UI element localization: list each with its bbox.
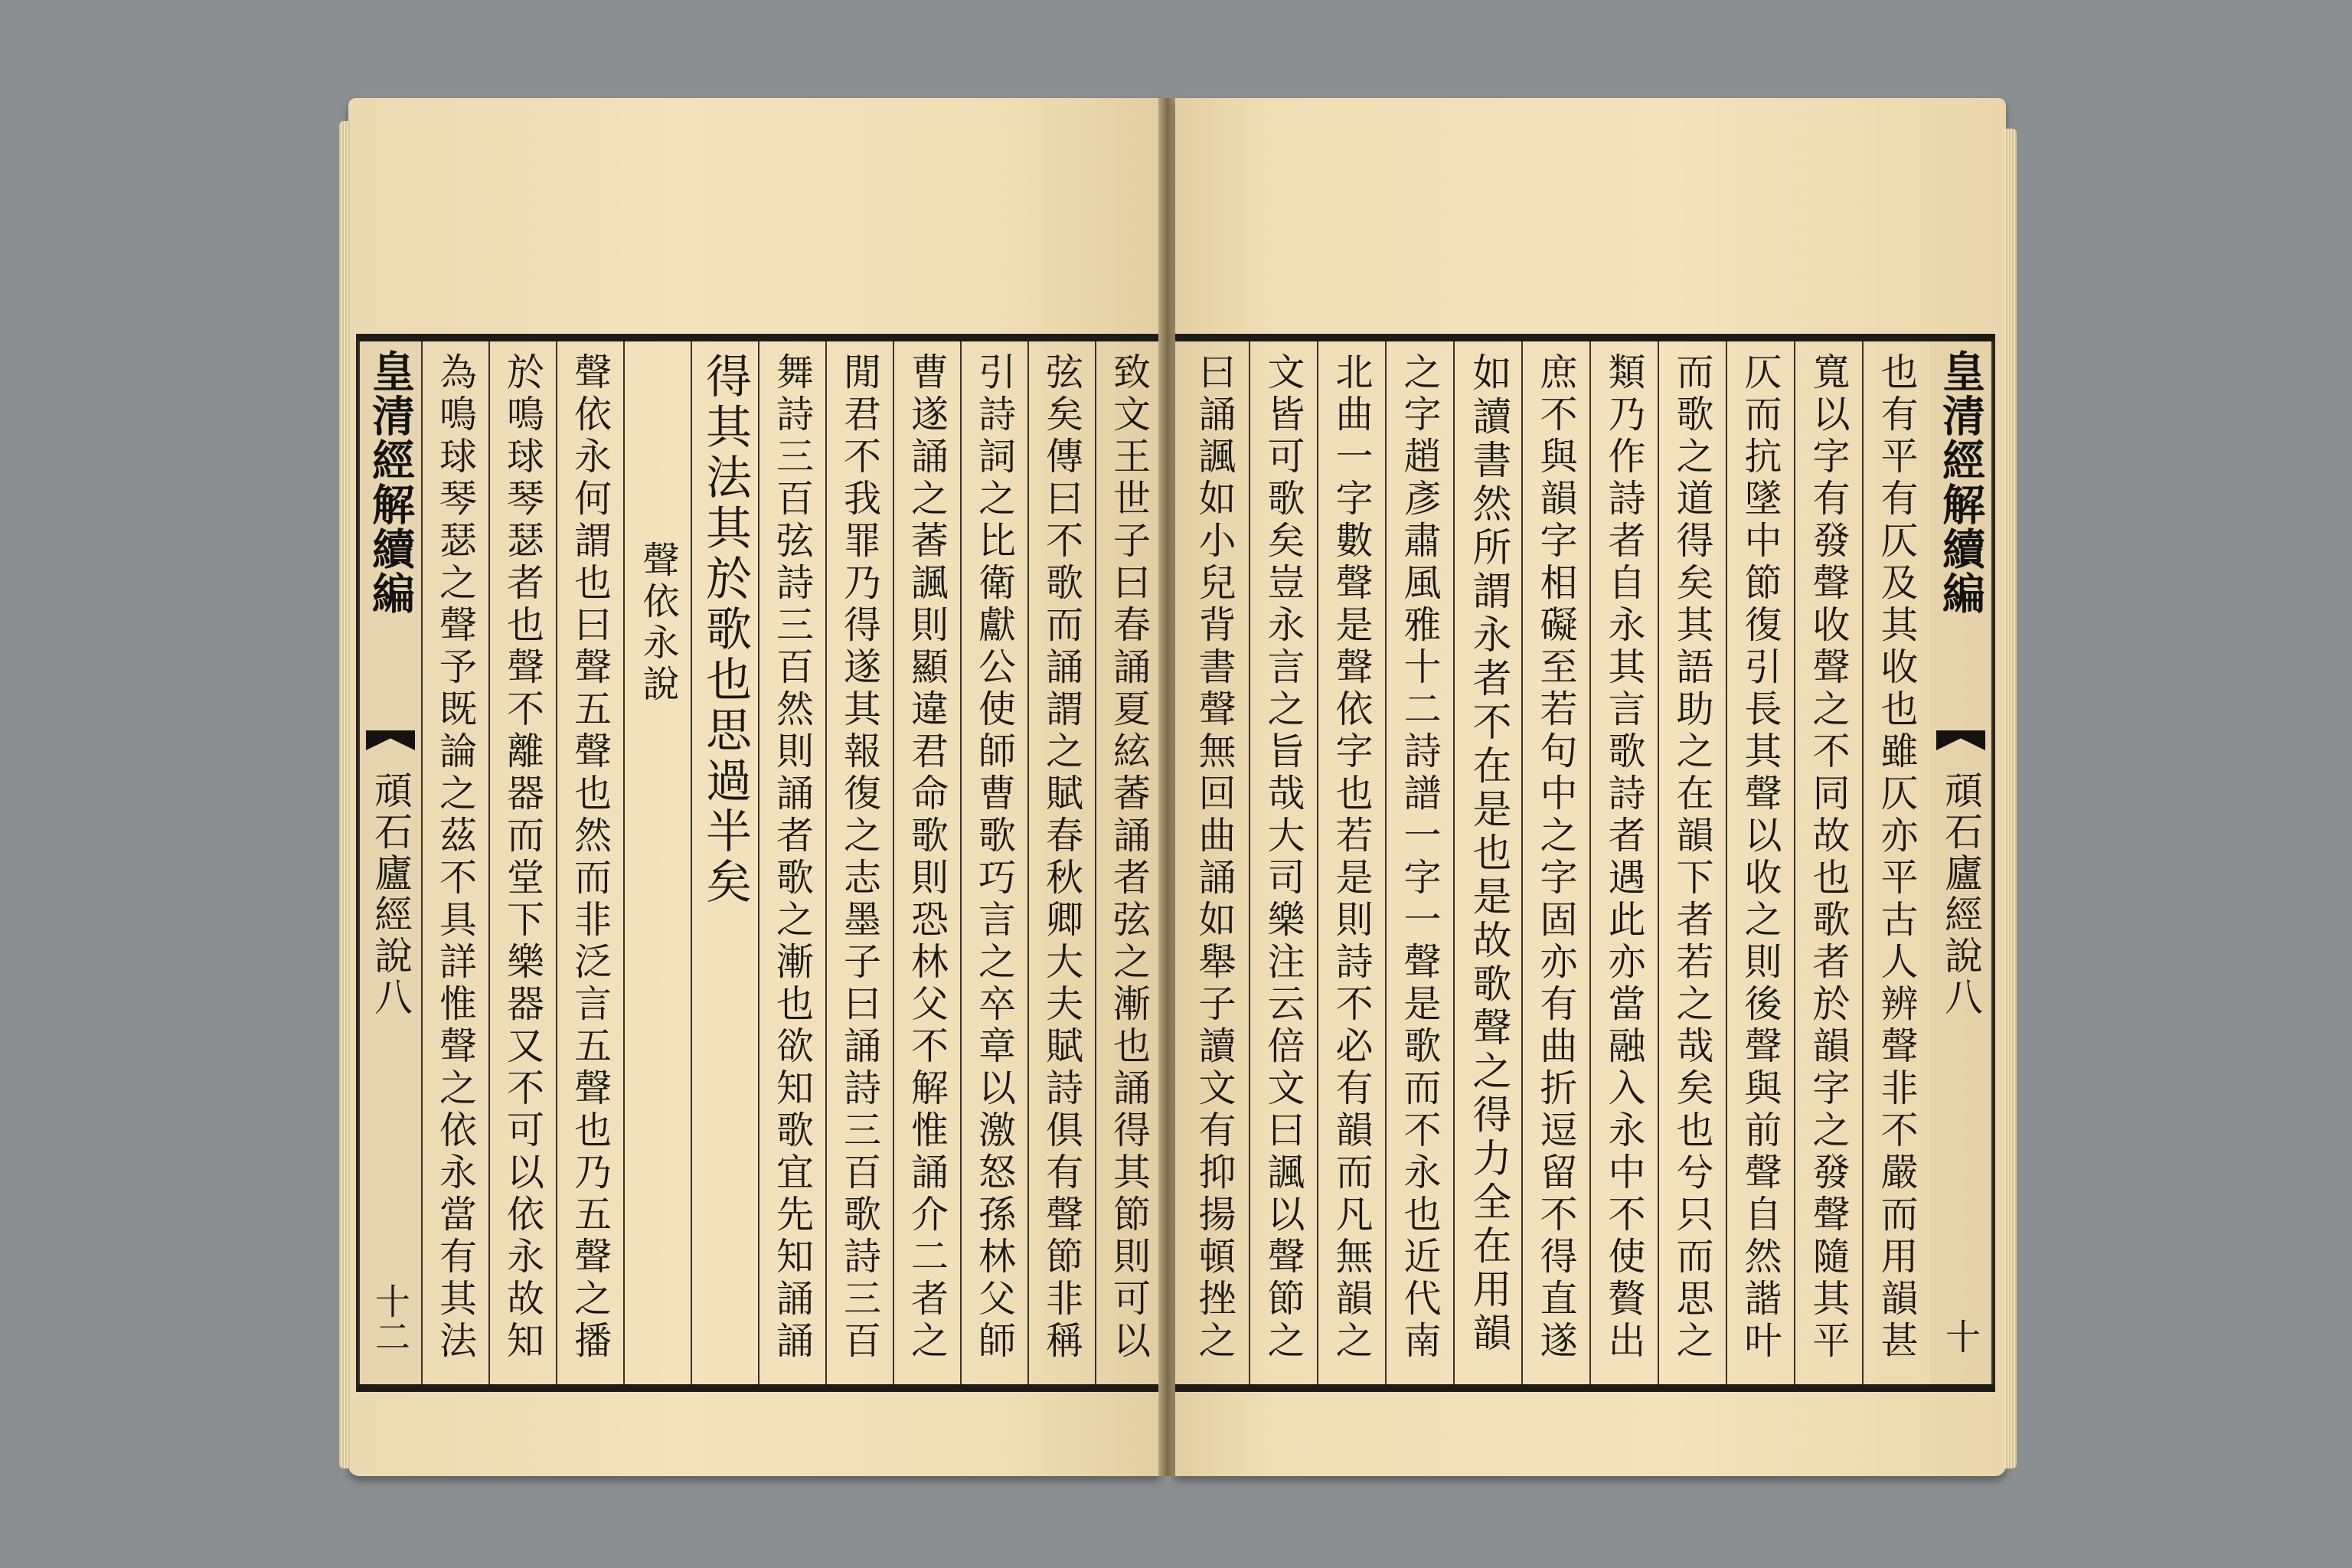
column-text: 弦矣傳曰不歌而誦謂之賦春秋卿大夫賦詩俱有聲節非稱 bbox=[1040, 352, 1084, 1363]
text-column bbox=[623, 341, 691, 1384]
left-section-title: 頑石廬經說八 bbox=[368, 770, 413, 1018]
column-text: 聲依永說 bbox=[636, 541, 679, 706]
column-text: 庶不與韻字相礙至若句中之字固亦有曲折逗留不得直遂 bbox=[1534, 352, 1578, 1363]
column-text: 曰誦諷如小兒背書聲無回曲誦如舉子讀文有抑揚頓挫之 bbox=[1193, 352, 1236, 1363]
left-page bbox=[348, 98, 1160, 1476]
text-column bbox=[1385, 341, 1453, 1384]
right-section-title: 頑石廬經說八 bbox=[1939, 770, 1983, 1018]
column-text: 也有平有仄及其收也雖仄亦平古人辨聲非不嚴而用韻甚 bbox=[1875, 352, 1919, 1363]
column-text: 而歌之道得矣其語助之在韻下者若之哉矣也兮只而思之 bbox=[1671, 352, 1714, 1363]
text-column bbox=[1249, 341, 1317, 1384]
column-text: 之字趙彥肅風雅十二詩譜一字一聲是歌而不永也近代南 bbox=[1398, 352, 1442, 1363]
column-text: 致文王世子曰春誦夏絃萫誦者弦之漸也誦得其節則可以 bbox=[1107, 352, 1152, 1363]
left-page-edge bbox=[339, 121, 350, 1468]
right-fish-tail-mark bbox=[1936, 730, 1985, 750]
text-column bbox=[556, 341, 623, 1384]
open-book bbox=[348, 98, 2006, 1476]
text-column bbox=[1453, 341, 1521, 1384]
column-text: 寬以字有發聲收聲之不同故也歌者於韻字之發聲隨其平 bbox=[1807, 352, 1851, 1363]
column-text: 閒君不我罪乃得遂其報復之志墨子曰誦詩三百歌詩三百 bbox=[838, 352, 882, 1363]
column-text: 得其法其於歌也思過半矣 bbox=[698, 352, 752, 908]
left-book-title: 皇清經解續編 bbox=[365, 349, 416, 616]
column-text: 北曲一字數聲是聲依字也若是則詩不必有韻而凡無韻之 bbox=[1330, 352, 1374, 1363]
left-columns bbox=[358, 341, 1162, 1384]
column-text: 於鳴球琴瑟者也聲不離器而堂下樂器又不可以依永故知 bbox=[501, 352, 545, 1363]
left-text-frame bbox=[356, 334, 1162, 1392]
right-book-title: 皇清經解續編 bbox=[1936, 349, 1986, 616]
text-column bbox=[1521, 341, 1589, 1384]
right-folio-number: 十 bbox=[1940, 1318, 1981, 1354]
text-column bbox=[1095, 341, 1162, 1384]
left-folio-number: 十二 bbox=[370, 1283, 411, 1354]
column-text: 引詩詞之比衛獻公使師曹歌巧言之卒章以激怒孫林父師 bbox=[972, 352, 1017, 1363]
text-column bbox=[825, 341, 893, 1384]
text-column bbox=[1862, 341, 1930, 1384]
text-column bbox=[1658, 341, 1726, 1384]
text-column bbox=[488, 341, 556, 1384]
right-margin-column bbox=[1930, 341, 1993, 1384]
column-text: 仄而抗墜中節復引長其聲以收之則後聲與前聲自然諧叶 bbox=[1739, 352, 1782, 1363]
right-page bbox=[1175, 98, 2006, 1476]
text-column bbox=[1181, 341, 1249, 1384]
column-text: 類乃作詩者自永其言歌詩者遇此亦當融入永中不使贅出 bbox=[1602, 352, 1646, 1363]
column-text: 文皆可歌矣豈永言之旨哉大司樂注云倍文曰諷以聲節之 bbox=[1262, 352, 1305, 1363]
right-page-edge bbox=[2004, 129, 2017, 1468]
right-text-frame bbox=[1175, 334, 1995, 1392]
text-column bbox=[893, 341, 960, 1384]
text-column bbox=[758, 341, 825, 1384]
text-column bbox=[691, 341, 758, 1384]
text-column bbox=[1726, 341, 1794, 1384]
book-gutter bbox=[1158, 98, 1177, 1476]
right-columns bbox=[1175, 341, 1993, 1384]
left-margin-column bbox=[358, 341, 421, 1384]
column-text: 為鳴球琴瑟之聲予既論之茲不具詳惟聲之依永當有其法 bbox=[433, 352, 478, 1363]
text-column bbox=[1027, 341, 1095, 1384]
text-column bbox=[1317, 341, 1385, 1384]
column-text: 舞詩三百弦詩三百然則誦者歌之漸也欲知歌宜先知誦誦 bbox=[770, 352, 815, 1363]
column-text: 聲依永何謂也曰聲五聲也然而非泛言五聲也乃五聲之播 bbox=[568, 352, 612, 1363]
text-column bbox=[421, 341, 488, 1384]
text-column bbox=[1589, 341, 1658, 1384]
left-fish-tail-mark bbox=[366, 730, 415, 750]
text-column bbox=[1794, 341, 1862, 1384]
column-text: 如讀書然所謂永者不在是也是故歌聲之得力全在用韻 bbox=[1465, 352, 1511, 1356]
column-text: 曹遂誦之萫諷則顯違君命歌則恐林父不解惟誦介二者之 bbox=[905, 352, 949, 1363]
text-column bbox=[960, 341, 1027, 1384]
